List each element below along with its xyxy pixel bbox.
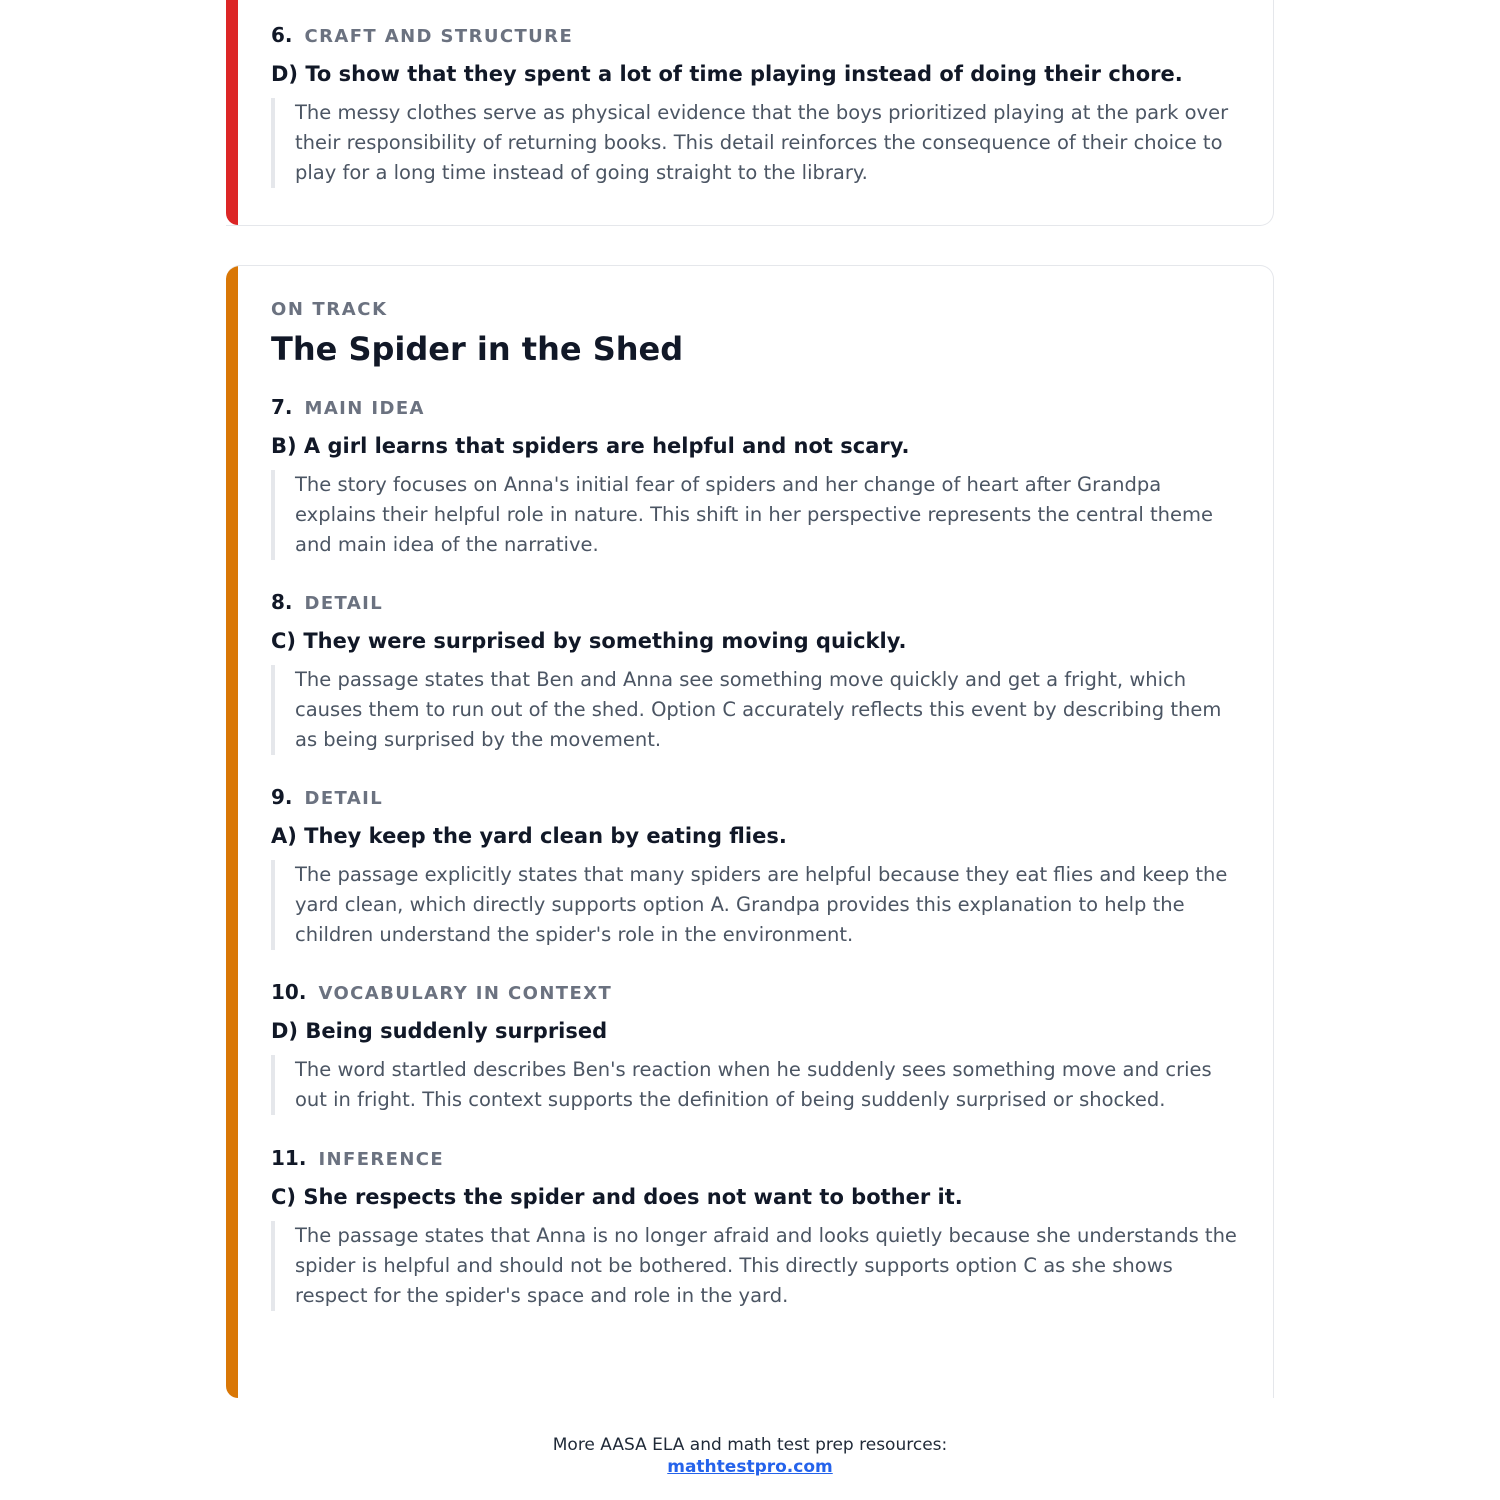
question-number: 8. bbox=[271, 590, 293, 614]
question-category: DETAIL bbox=[304, 593, 384, 614]
question-category: CRAFT AND STRUCTURE bbox=[304, 26, 574, 47]
question-item bbox=[271, 395, 1237, 560]
question-item bbox=[271, 1146, 1237, 1311]
section-card-needs-work bbox=[226, 0, 1274, 226]
question-answer: A) They keep the yard clean by eating flies. bbox=[271, 824, 787, 848]
question-answer: D) Being suddenly surprised bbox=[271, 1019, 608, 1043]
question-category: VOCABULARY IN CONTEXT bbox=[318, 983, 613, 1004]
question-number: 7. bbox=[271, 395, 293, 419]
section-label: ON TRACK bbox=[271, 299, 388, 320]
question-answer: D) To show that they spent a lot of time playing instead of doing their chore. bbox=[271, 62, 1183, 86]
question-header bbox=[271, 23, 1237, 51]
section-card-on-track bbox=[226, 265, 1274, 1398]
question-explanation: The passage states that Ben and Anna see something move quickly and get a fright, which causes them to run out of the shed. Option C accurately reflects this event by describing them as being surprised by the movement. bbox=[271, 665, 1237, 755]
question-header bbox=[271, 980, 1237, 1008]
question-category: DETAIL bbox=[304, 788, 384, 809]
section-title: The Spider in the Shed bbox=[271, 330, 684, 368]
footer-link[interactable]: mathtestpro.com bbox=[667, 1457, 833, 1477]
question-item bbox=[271, 980, 1237, 1115]
footer bbox=[0, 1434, 1500, 1478]
question-number: 11. bbox=[271, 1146, 307, 1170]
question-answer: B) A girl learns that spiders are helpful and not scary. bbox=[271, 434, 910, 458]
question-number: 6. bbox=[271, 23, 293, 47]
question-explanation: The word startled describes Ben's reaction when he suddenly sees something move and cries out in fright. This context supports the definition of being suddenly surprised or shocked. bbox=[271, 1055, 1237, 1115]
question-item bbox=[271, 785, 1237, 950]
question-item bbox=[271, 23, 1237, 188]
question-explanation: The story focuses on Anna's initial fear of spiders and her change of heart after Grandpa explains their helpful role in nature. This shift in her perspective represents the central theme and main idea of the narrative. bbox=[271, 470, 1237, 560]
question-explanation: The messy clothes serve as physical evidence that the boys prioritized playing at the park over their responsibility of returning books. This detail reinforces the consequence of their choice to play for a long time instead of going straight to the library. bbox=[271, 98, 1237, 188]
question-number: 9. bbox=[271, 785, 293, 809]
question-explanation: The passage states that Anna is no longer afraid and looks quietly because she understands the spider is helpful and should not be bothered. This directly supports option C as she shows respect for the spider's space and role in the yard. bbox=[271, 1221, 1237, 1311]
question-category: INFERENCE bbox=[318, 1149, 445, 1170]
question-explanation: The passage explicitly states that many spiders are helpful because they eat flies and keep the yard clean, which directly supports option A. Grandpa provides this explanation to help the children understand the spider's role in the environment. bbox=[271, 860, 1237, 950]
section-accent-bar bbox=[226, 0, 238, 225]
question-header bbox=[271, 590, 1237, 618]
question-header bbox=[271, 785, 1237, 813]
question-answer: C) She respects the spider and does not want to bother it. bbox=[271, 1185, 963, 1209]
question-answer: C) They were surprised by something moving quickly. bbox=[271, 629, 907, 653]
question-item bbox=[271, 590, 1237, 755]
question-number: 10. bbox=[271, 980, 307, 1004]
question-header bbox=[271, 395, 1237, 423]
question-header bbox=[271, 1146, 1237, 1174]
footer-text: More AASA ELA and math test prep resources: bbox=[552, 1435, 948, 1455]
section-accent-bar bbox=[226, 266, 238, 1398]
question-category: MAIN IDEA bbox=[304, 398, 425, 419]
